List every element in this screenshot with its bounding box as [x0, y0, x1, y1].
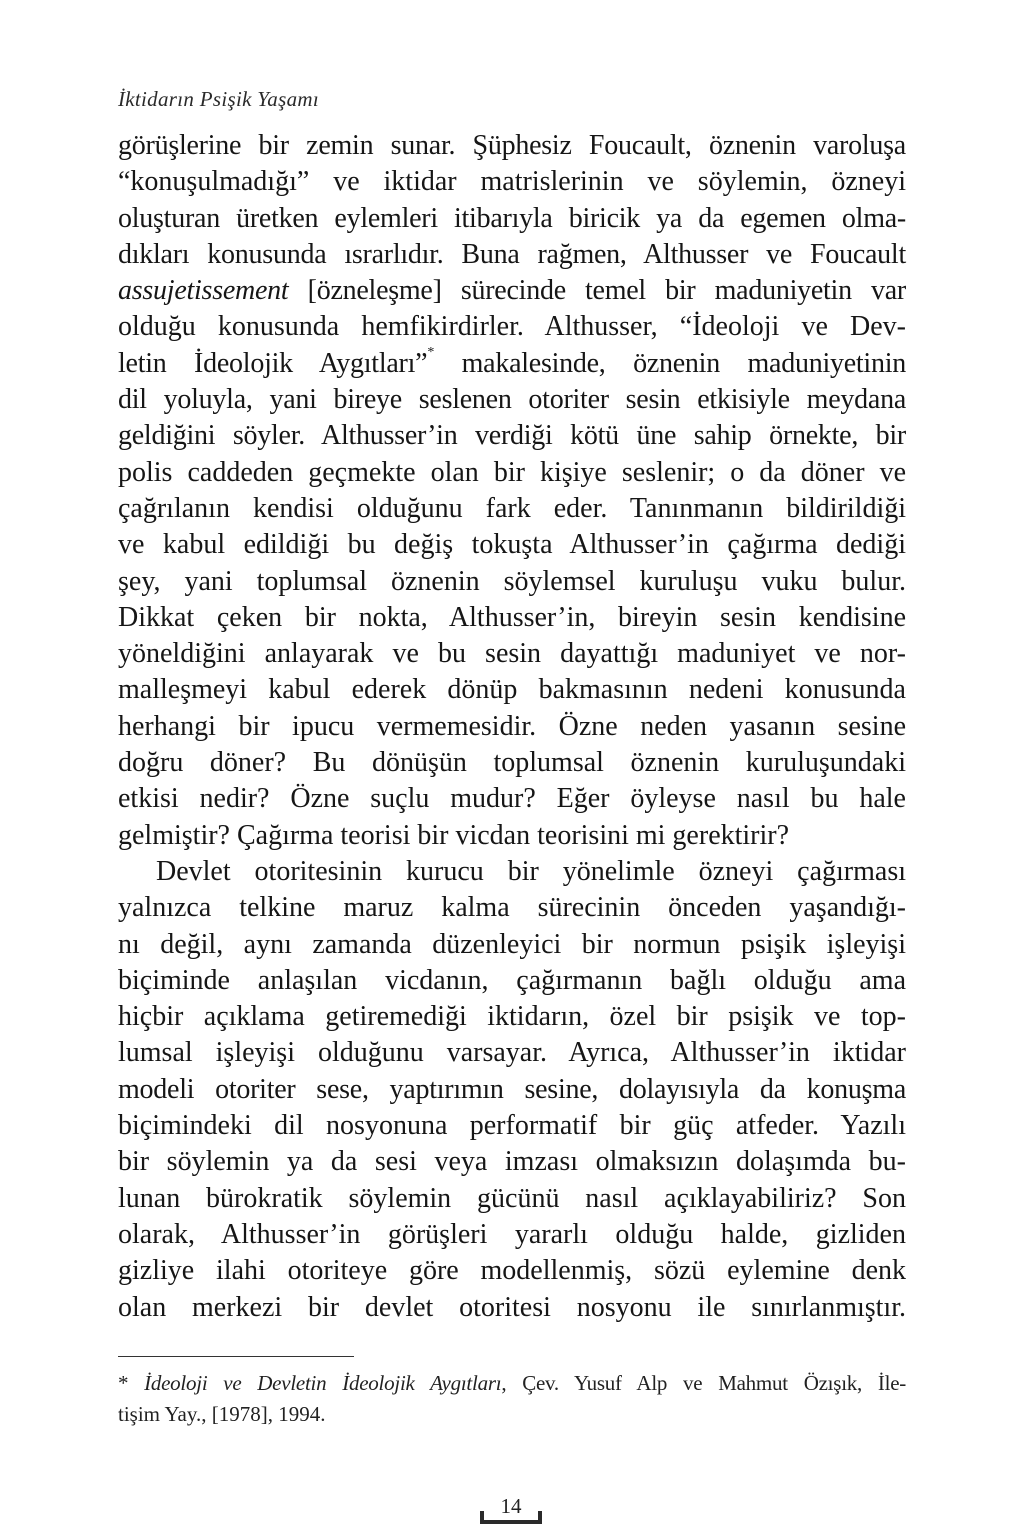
- body-line: yalnızca telkine maruz kalma sürecinin önceden yaşandığı-: [118, 892, 906, 924]
- page-number: 14: [500, 1494, 522, 1518]
- body-line: gizliye ilahi otoriteye göre modellenmiş, sözü eylemine denk: [118, 1255, 906, 1287]
- body-line: oluşturan üretken eylemleri itibarıyla biricik ya da egemen olma-: [118, 202, 906, 234]
- body-line: “konuşulmadığı” ve iktidar matrislerinin ve söylemin, özneyi: [118, 166, 906, 198]
- body-line: hiçbir açıklama getiremediği iktidarın, özel bir psişik ve top-: [118, 1001, 906, 1033]
- body-line: şey, yani toplumsal öznenin söylemsel kuruluşu vuku bulur.: [118, 565, 906, 597]
- page-number-ornament: [480, 1520, 542, 1524]
- body-line: etkisi nedir? Özne suçlu mudur? Eğer öyleyse nasıl bu hale: [118, 783, 906, 815]
- body-line: görüşlerine bir zemin sunar. Şüphesiz Foucault, öznenin varoluşa: [118, 130, 906, 161]
- body-line: gelmiştir? Çağırma teorisi bir vicdan teorisini mi gerektirir?: [118, 819, 790, 851]
- body-line: olduğu konusunda hemfikirdirler. Althusser, “İdeoloji ve Dev-: [118, 311, 906, 343]
- body-line: polis caddeden geçmekte olan bir kişiye seslenir; o da döner ve: [118, 456, 906, 488]
- body-line: nı değil, aynı zamanda düzenleyici bir normun psişik işleyişi: [118, 928, 906, 960]
- footnote-line: tişim Yay., [1978], 1994.: [118, 1402, 326, 1426]
- footnote-marker[interactable]: *: [427, 344, 435, 360]
- body-line: malleşmeyi kabul ederek dönüp bakmasının nedeni konusunda: [118, 674, 906, 706]
- footnote-rest: , Çev. Yusuf Alp ve Mahmut Özışık, İle-: [501, 1371, 907, 1395]
- footnote-line: [118, 1368, 906, 1399]
- body-line: ve kabul edildiği bu değiş tokuşta Althusser’in çağırma dediği: [118, 529, 906, 561]
- body-line: [118, 273, 906, 309]
- body-line: çağrılanın kendisi olduğunu fark eder. Tanınmanın bildirildiği: [118, 492, 906, 524]
- footnote: [118, 1368, 906, 1430]
- body-line: geldiğini söyler. Althusser’in verdiği kötü üne sahip örnekte, bir: [118, 420, 906, 452]
- footnote-mark: *: [118, 1371, 129, 1395]
- body-line-rest: [özneleşme] sürecinde temel bir maduniyetin var: [288, 275, 906, 307]
- body-line: biçiminde anlaşılan vicdanın, çağırmanın bağlı olduğu ama: [118, 964, 906, 996]
- body-line: Devlet otoritesinin kurucu bir yönelimle özneyi çağırması: [156, 855, 906, 887]
- body-line: [118, 346, 906, 382]
- footnote-divider: [118, 1356, 354, 1357]
- body-line: modeli otoriter sese, yaptırımın sesine, dolayısıyla da konuşma: [118, 1073, 906, 1105]
- footnote-title: İdeoloji ve Devletin İdeolojik Aygıtları: [144, 1371, 502, 1395]
- body-line: olan merkezi bir devlet otoritesi nosyonu ile sınırlanmıştır.: [118, 1291, 906, 1323]
- italic-term: assujetissement: [118, 275, 289, 307]
- body-line: biçimindeki dil nosyonuna performatif bir güç atfeder. Yazılı: [118, 1110, 906, 1142]
- body-text: [118, 128, 906, 1326]
- page-number-block: [480, 1494, 542, 1524]
- body-line: Dikkat çeken bir nokta, Althusser’in, bireyin sesin kendisine: [118, 601, 906, 633]
- body-line: olarak, Althusser’in görüşleri yararlı olduğu halde, gizliden: [118, 1218, 906, 1250]
- body-line: doğru döner? Bu dönüşün toplumsal öznenin kuruluşundaki: [118, 747, 906, 779]
- body-line: yöneldiğini anlayarak ve bu sesin dayattığı maduniyet ve nor-: [118, 638, 906, 670]
- body-line: dil yoluyla, yani bireye seslenen otoriter sesin etkisiyle meydana: [118, 384, 906, 416]
- running-head: İktidarın Psişik Yaşamı: [118, 87, 319, 111]
- body-line: lunan bürokratik söylemin gücünü nasıl açıklayabiliriz? Son: [118, 1182, 906, 1214]
- body-line: dıkları konusunda ısrarlıdır. Buna rağmen, Althusser ve Foucault: [118, 238, 906, 270]
- body-line: herhangi bir ipucu vermemesidir. Özne neden yasanın sesine: [118, 710, 906, 742]
- body-line-after: makalesinde, öznenin maduniyetinin: [434, 347, 906, 379]
- body-line: lumsal işleyişi olduğunu varsayar. Ayrıca, Althusser’in iktidar: [118, 1037, 906, 1069]
- body-line-before: letin İdeolojik Aygıtları”: [118, 347, 428, 379]
- body-line: bir söylemin ya da sesi veya imzası olmaksızın dolaşımda bu-: [118, 1146, 906, 1178]
